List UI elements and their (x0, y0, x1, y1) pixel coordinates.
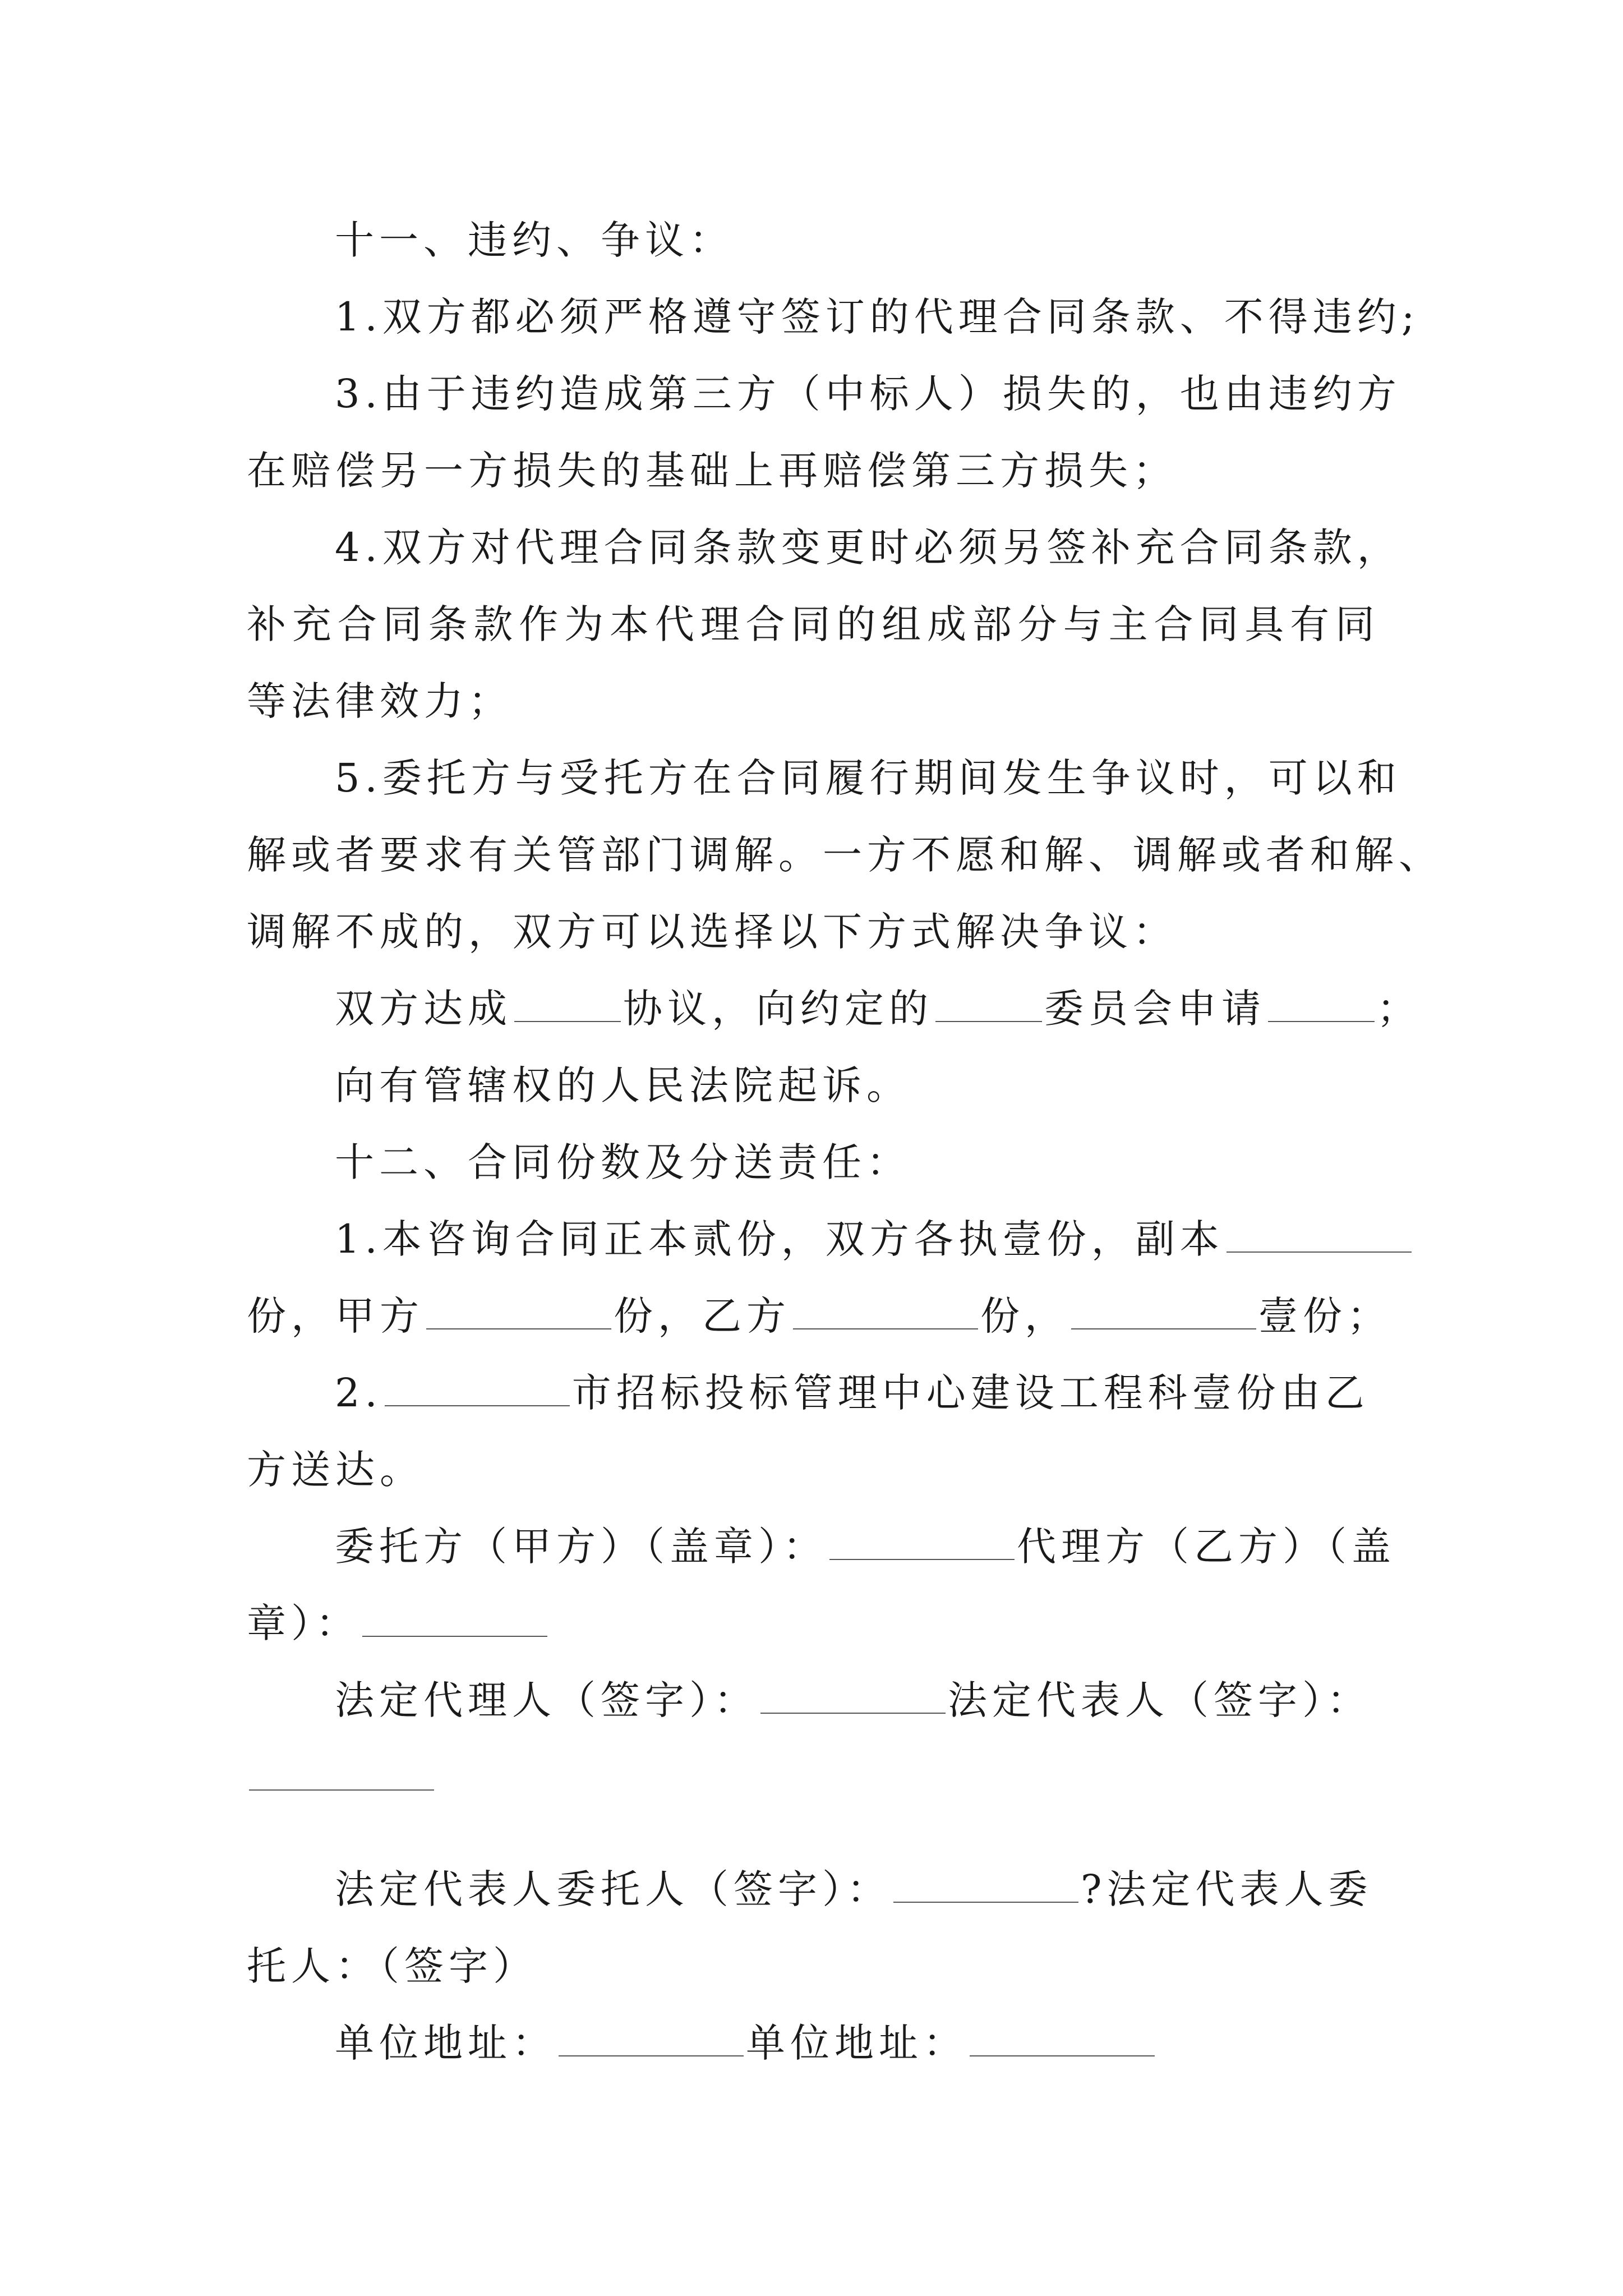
clause-11-5-line-3: 调解不成的，双方可以选择以下方式解决争议： (247, 909, 1177, 955)
clause-11-4-line-1: 4.双方对代理合同条款变更时必须另签补充合同条款， (335, 524, 1401, 570)
blank-field (426, 1294, 611, 1329)
legal-rep-delegate-line-2: 托人：（签字） (247, 1943, 537, 1989)
clause-11-3-line-2: 在赔偿另一方损失的基础上再赔偿第三方损失； (247, 448, 1177, 494)
blank-field (935, 986, 1042, 1022)
blank-field (829, 1524, 1015, 1560)
blank-field (362, 1601, 547, 1637)
blank-field (249, 1755, 434, 1791)
section-11-heading: 十一、违约、争议： (335, 217, 734, 263)
dispute-option-court: 向有管辖权的人民法院起诉。 (335, 1062, 911, 1108)
clause-11-3-line-1: 3.由于违约造成第三方（中标人）损失的，也由违约方 (335, 371, 1401, 417)
blank-field (760, 1678, 946, 1714)
clause-11-4-line-3: 等法律效力； (247, 678, 513, 724)
clause-11-1: 1.双方都必须严格遵守签订的代理合同条款、不得违约; (335, 294, 1420, 340)
legal-rep-delegate-line-1: 法定代表人委托人（签字）： ?法定代表人委 (335, 1866, 1373, 1912)
blank-field (1268, 986, 1375, 1022)
legal-agent-signature: 法定代理人（签字）： 法定代表人（签字）： (335, 1677, 1371, 1723)
blank-field (385, 1370, 570, 1406)
clause-11-5-line-1: 5.委托方与受托方在合同履行期间发生争议时，可以和 (335, 755, 1401, 801)
clause-12-1-line-2: 份，甲方 份，乙方 份， 壹份； (247, 1293, 1391, 1339)
blank-field (514, 986, 621, 1022)
blank-field (893, 1867, 1078, 1903)
dispute-option-arbitration: 双方达成 协议，向约定的 委员会申请 ； (335, 986, 1421, 1032)
signature-seal-line-1: 委托方（甲方）（盖章）： 代理方（乙方）（盖 (335, 1524, 1396, 1570)
clause-11-4-line-2: 补充合同条款作为本代理合同的组成部分与主合同具有同 (247, 601, 1380, 647)
legal-rep-signature-blank (247, 1739, 1380, 1851)
blank-field (1227, 1217, 1412, 1253)
clause-12-2-line-2: 方送达。 (247, 1447, 424, 1493)
clause-11-5-line-2: 解或者要求有关管部门调解。一方不愿和解、调解或者和解、 (247, 832, 1443, 878)
clause-12-2-line-1: 2. 市招标投标管理中心建设工程科壹份由乙 (335, 1370, 1370, 1416)
blank-field (970, 2021, 1155, 2056)
blank-field (559, 2021, 744, 2056)
blank-field (1071, 1294, 1256, 1329)
signature-seal-line-2: 章）： (247, 1585, 1380, 1662)
unit-address: 单位地址： 单位地址： (247, 2005, 1380, 2082)
blank-field (793, 1294, 978, 1329)
contract-text (247, 202, 1443, 2082)
section-12-heading: 十二、合同份数及分送责任： (335, 1139, 911, 1185)
clause-12-1-line-1: 1.本咨询合同正本贰份，双方各执壹份，副本 (247, 1201, 1380, 1278)
